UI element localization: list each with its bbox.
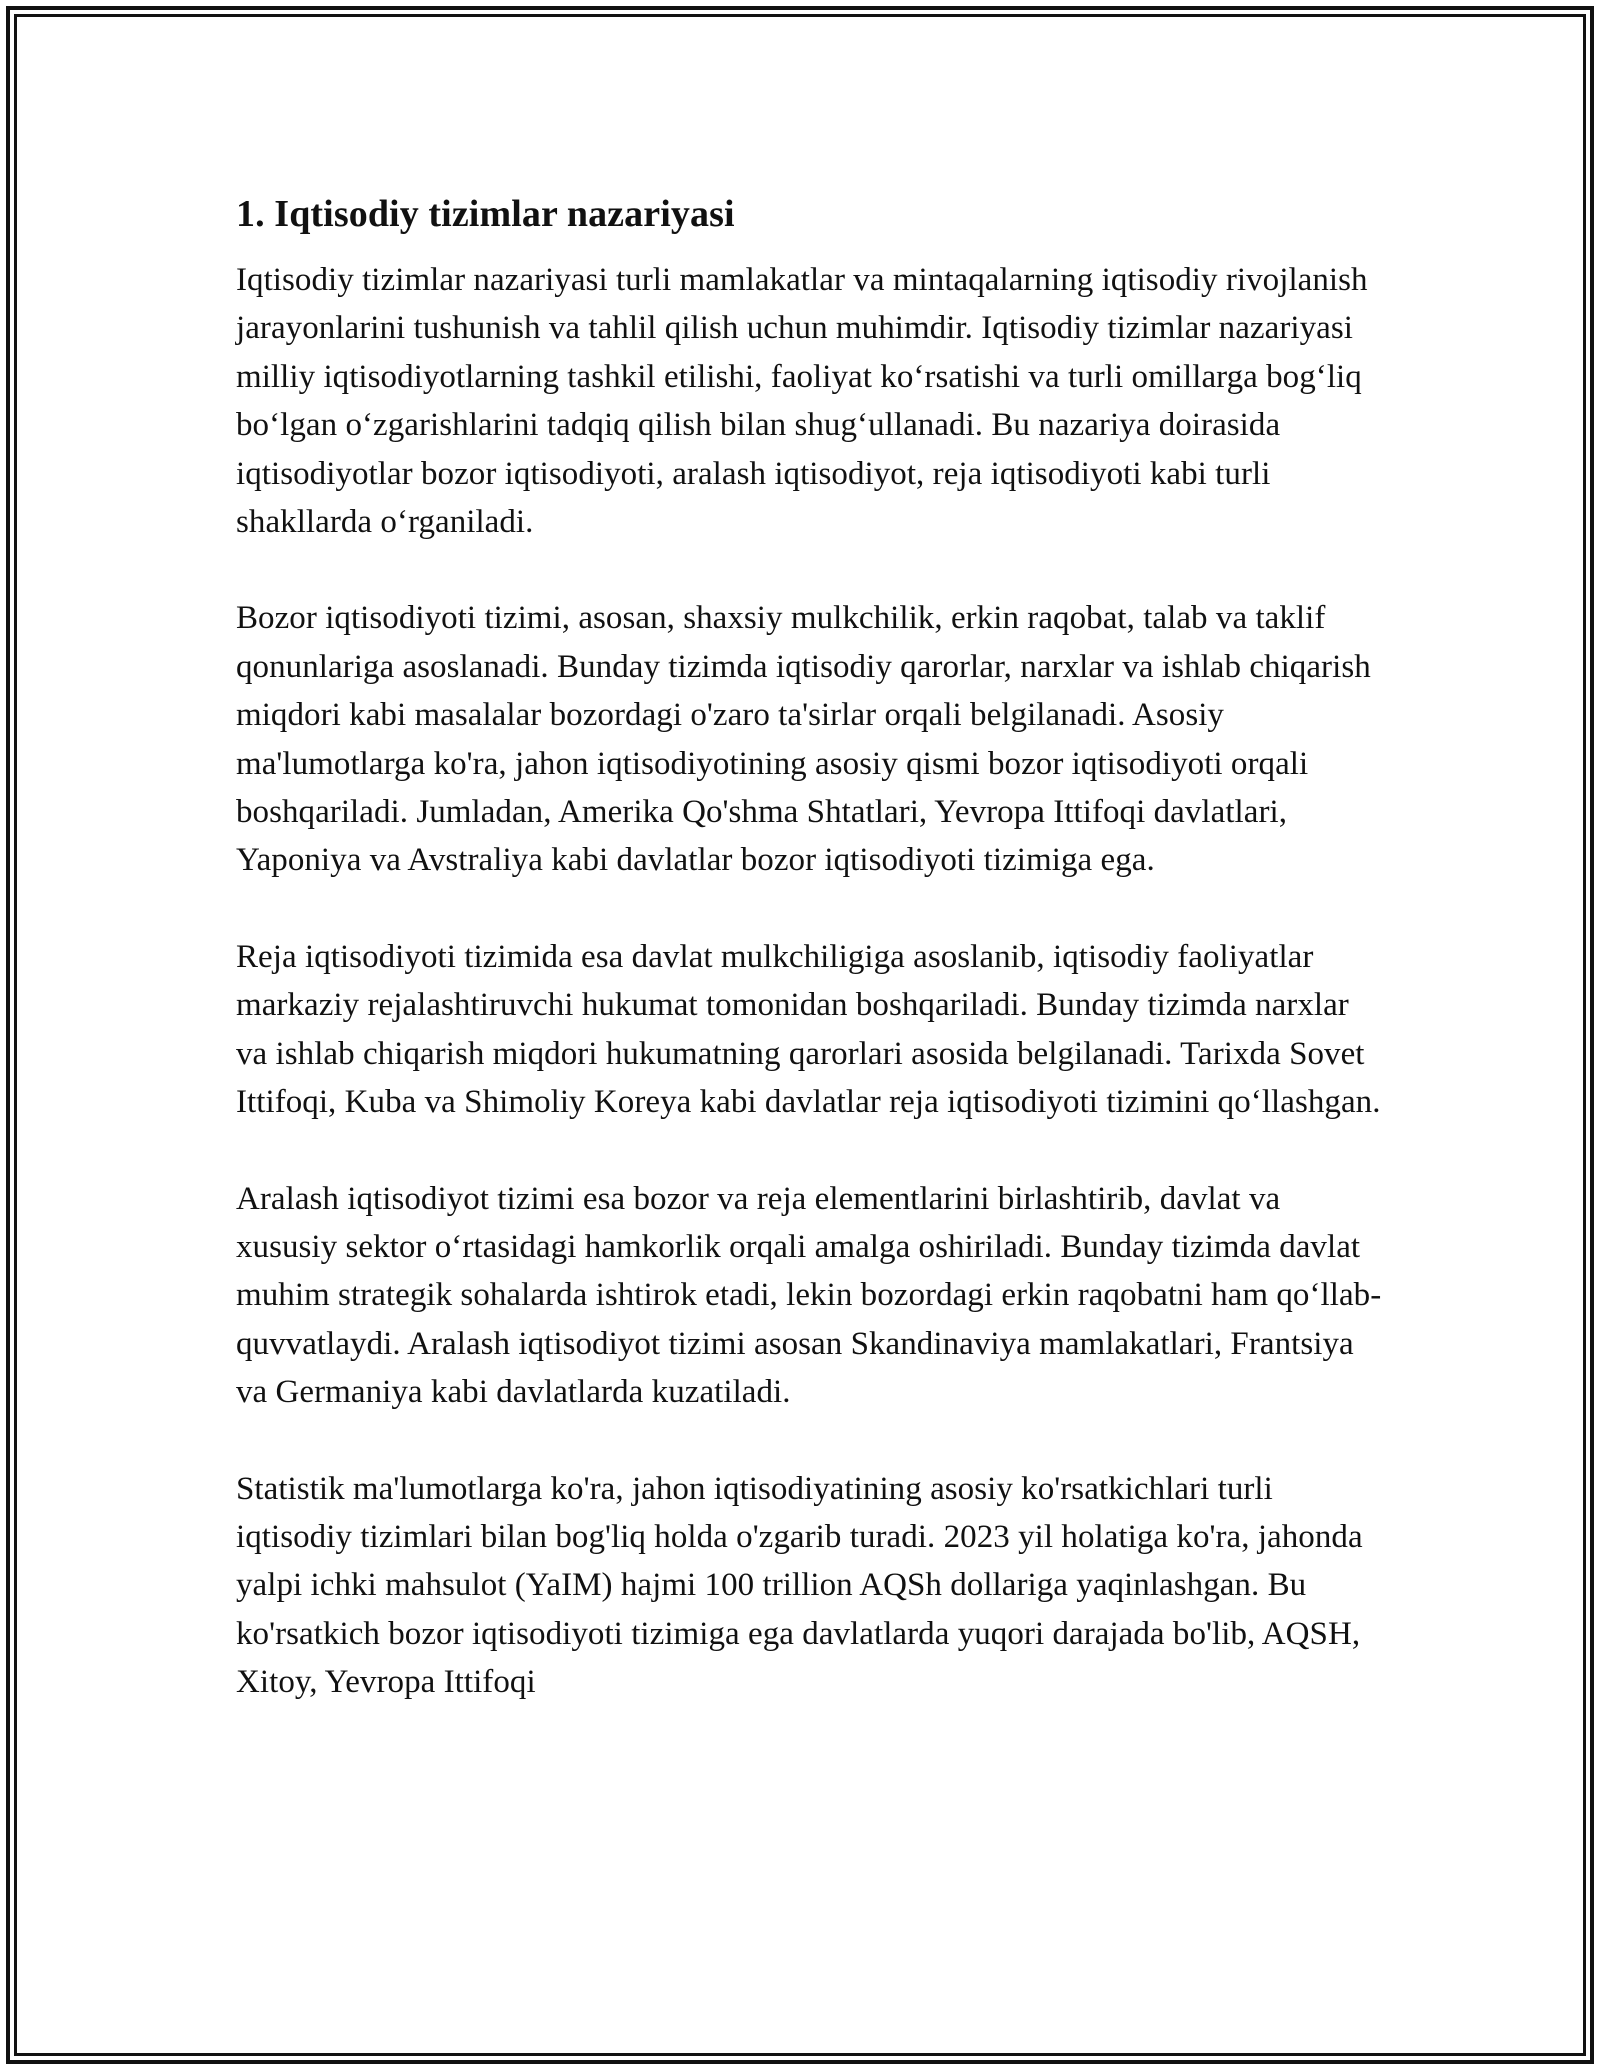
paragraph-intro: Iqtisodiy tizimlar nazariyasi turli mamlakatlar va mintaqalarning iqtisodiy rivojlanish jarayonlarini tushunish va tahlil qilish uchun muhimdir. Iqtisodiy tizimlar nazariyasi milliy iqtisodiyotlarning tashkil etilishi, faoliyat ko‘rsatishi va turli omillarga bog‘liq bo‘lgan o‘zgarishlarini tadqiq qilish bilan shug‘ullanadi. Bu nazariya doirasida iqtisodiyotlar bozor iqtisodiyoti, aralash iqtisodiyot, reja iqtisodiyoti kabi turli shakllarda o‘rganiladi. (236, 262, 1368, 541)
paragraph-statistics: Statistik ma'lumotlarga ko'ra, jahon iqtisodiyatining asosiy ko'rsatkichlari turli iqtisodiy tizimlari bilan bog'liq holda o'zgarib turadi. 2023 yil holatiga ko'ra, jahonda yalpi ichki mahsulot (YaIM) hajmi 100 trillion AQSh dollariga yaqinlashgan. Bu ko'rsatkich bozor iqtisodiyoti tizimiga ega davlatlarda yuqori darajada bo'lib, AQSH, Xitoy, Yevropa Ittifoqi (236, 1470, 1363, 1701)
paragraph-market-economy: Bozor iqtisodiyoti tizimi, asosan, shaxsiy mulkchilik, erkin raqobat, talab va taklif qonunlariga asoslanadi. Bunday tizimda iqtisodiy qarorlar, narxlar va ishlab chiqarish miqdori kabi masalalar bozordagi o'zaro ta'sirlar orqali belgilanadi. Asosiy ma'lumotlarga ko'ra, jahon iqtisodiyotining asosiy qismi bozor iqtisodiyoti orqali boshqariladi. Jumladan, Amerika Qo'shma Shtatlari, Yevropa Ittifoqi davlatlari, Yaponiya va Avstraliya kabi davlatlar bozor iqtisodiyoti tizimiga ega. (236, 600, 1371, 879)
document-body (236, 186, 1386, 1707)
section-heading: 1. Iqtisodiy tizimlar nazariyasi (236, 193, 735, 235)
paragraph-mixed-economy: Aralash iqtisodiyot tizimi esa bozor va reja elementlarini birlashtirib, davlat va xususiy sektor o‘rtasidagi hamkorlik orqali amalga oshiriladi. Bunday tizimda davlat muhim strategik sohalarda ishtirok etadi, lekin bozordagi erkin raqobatni ham qo‘llab-quvvatlaydi. Aralash iqtisodiyot tizimi asosan Skandinaviya mamlakatlari, Frantsiya va Germaniya kabi davlatlarda kuzatiladi. (236, 1180, 1382, 1411)
paragraph-planned-economy: Reja iqtisodiyoti tizimida esa davlat mulkchiligiga asoslanib, iqtisodiy faoliyatlar markaziy rejalashtiruvchi hukumat tomonidan boshqariladi. Bunday tizimda narxlar va ishlab chiqarish miqdori hukumatning qarorlari asosida belgilanadi. Tarixda Sovet Ittifoqi, Kuba va Shimoliy Koreya kabi davlatlar reja iqtisodiyoti tizimini qo‘llashgan. (236, 938, 1381, 1121)
